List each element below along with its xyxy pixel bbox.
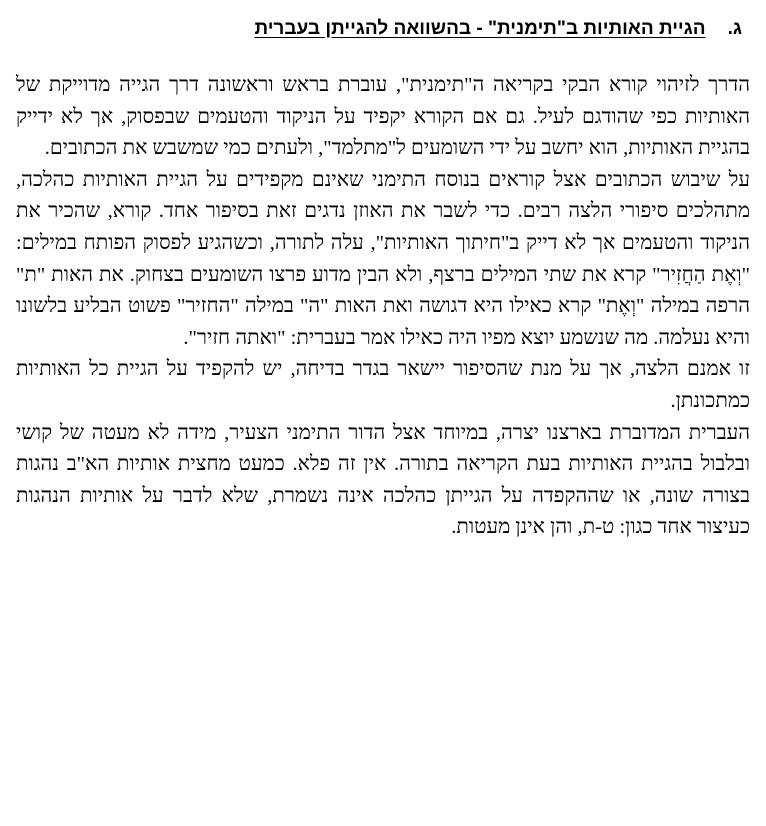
section-title: הגיית האותיות ב"תימנית" - בהשוואה להגייתן בעברית — [254, 18, 706, 39]
paragraph-1: הדרך לזיהוי קורא הבקי בקריאה ה"תימנית", עוברת בראש וראשונה דרך הגייה מדוייקת של האותיות כפי שהודגם לעיל. גם אם הקורא יקפיד על הניקוד והטעמים שבפסוק, אך לא ידייק בהגיית האותיות, הוא יחשב על ידי השומעים ל"מתלמד", ולעתים כמי שמשבש את הכתובים. — [16, 74, 750, 160]
paragraph-4: העברית המדוברת בארצנו יצרה, במיוחד אצל הדור התימני הצעיר, מידה לא מעטה של קושי ובלבול בהגיית האותיות בעת הקריאה בתורה. אין זה פלא. כמעט מחצית אותיות הא"ב נהגות בצורה שונה, או שההקפדה על הגייתן כהלכה אינה נשמרת, שלא לדבר על אותיות הנהגות כעיצור אחד כגון: ט-ת, והן אינן מעטות. — [16, 421, 750, 539]
section-heading — [16, 14, 750, 44]
paragraph-2: על שיבוש הכתובים אצל קוראים בנוסח התימני שאינם מקפידים על הגיית האותיות כהלכה, מתהלכים סיפורי הלצה רבים. כדי לשבר את האוזן נדגים זאת בסיפור אחד. קורא, שהכיר את הניקוד והטעמים אך לא דייק ב"חיתוך האותיות", עלה לתורה, וכשהגיע לפסוק הפותח במילים: "וְאֶת הַחֲזִיר" קרא את שתי המילים ברצף, ולא הבין מדוע פרצו השומעים בצחוק. את האות "ת" הרפה במילה "וְאֶת" קרא כאילו היא דגושה ואת האות "ה" במילה "החזיר" פשוט הבליע בלשונו והיא נעלמה. מה שנשמע יוצא מפיו היה כאילו אמר בעברית: "ואתה חזיר". — [16, 168, 750, 349]
paragraph-3: זו אמנם הלצה, אך על מנת שהסיפור יישאר בגדר בדיחה, יש להקפיד על הגיית כל האותיות כמתכונתן. — [16, 358, 750, 412]
section-letter: ג. — [727, 18, 742, 39]
